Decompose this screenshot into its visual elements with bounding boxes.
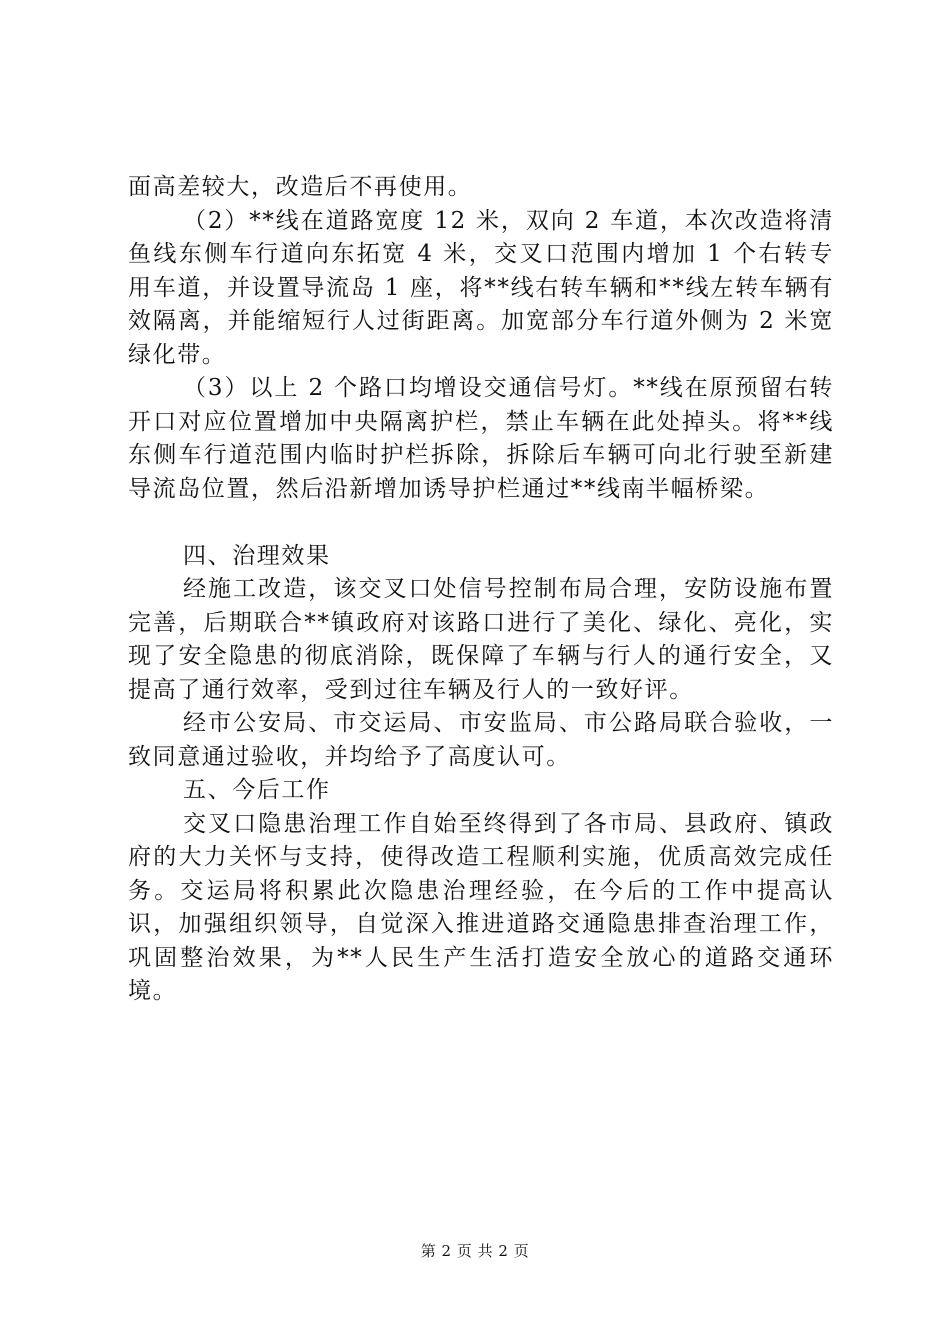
- paragraph-continuation: 面高差较大，改造后不再使用。: [128, 174, 473, 200]
- paragraph-item-2: （2）**线在道路宽度 12 米，双向 2 车道，本次改造将清鱼线东侧车行道向东拓宽 4 米，交叉口范围内增加 1 个右转专用车道，并设置导流岛 1 座，将**线右转车辆和**线左转车辆有效隔离，并能缩短行人过街距离。加宽部分车行道外侧为 2 米宽绿化带。: [128, 207, 834, 368]
- paragraph-spacer: [128, 506, 834, 540]
- paragraph-future-work: 交叉口隐患治理工作自始至终得到了各市局、县政府、镇政府的大力关怀与支持，使得改造工程顺利实施，优质高效完成任务。交运局将积累此次隐患治理经验，在今后的工作中提高认识，加强组织领导，自觉深入推进道路交通隐患排查治理工作，巩固整治效果，为**人民生产生活打造安全放心的道路交通环境。: [128, 810, 834, 1004]
- page-number-footer: 第 2 页 共 2 页: [420, 1242, 530, 1260]
- section-heading-governance-effect: 四、治理效果: [183, 542, 331, 569]
- document-body: [128, 171, 834, 1009]
- section-heading-future-work: 五、今后工作: [183, 777, 331, 803]
- paragraph-acceptance: 经市公安局、市交运局、市安监局、市公路局联合验收，一致同意通过验收，并均给予了高度认可。: [128, 710, 834, 770]
- paragraph-item-3: （3）以上 2 个路口均增设交通信号灯。**线在原预留右转开口对应位置增加中央隔离护栏，禁止车辆在此处掉头。将**线东侧车行道范围内临时护栏拆除，拆除后车辆可向北行驶至新建导流岛位置，然后沿新增加诱导护栏通过**线南半幅桥梁。: [128, 375, 834, 502]
- paragraph-governance-effect: 经施工改造，该交叉口处信号控制布局合理，安防设施布置完善，后期联合**镇政府对该路口进行了美化、绿化、亮化，实现了安全隐患的彻底消除，既保障了车辆与行人的通行安全，又提高了通行效率，受到过往车辆及行人的一致好评。: [128, 576, 834, 703]
